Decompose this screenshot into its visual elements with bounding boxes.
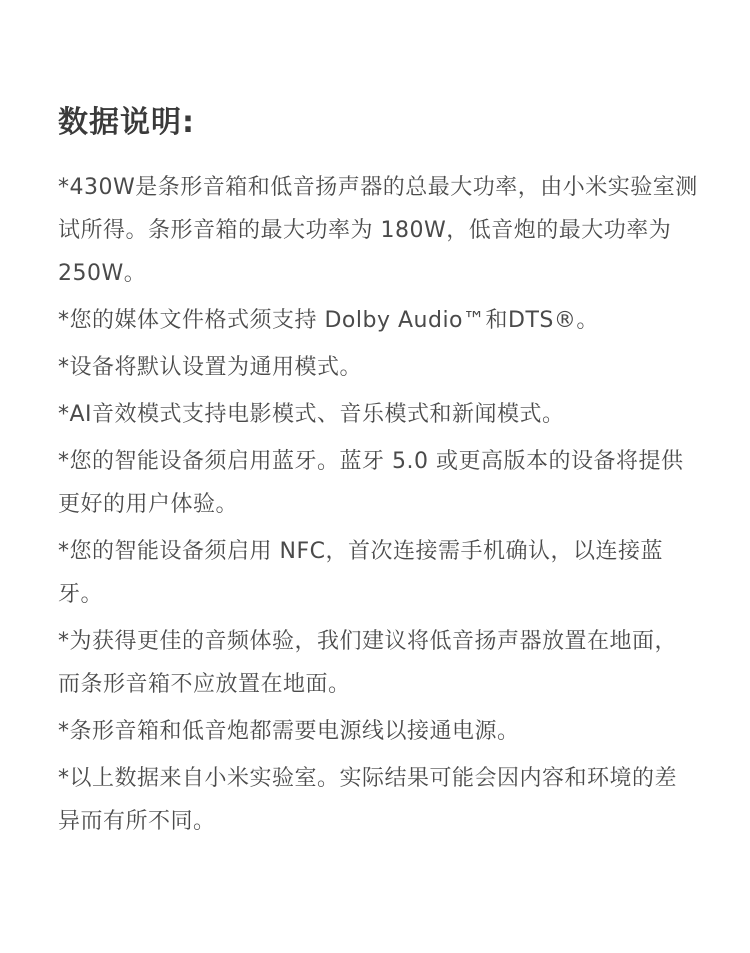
note-item: *AI音效模式支持电影模式、音乐模式和新闻模式。: [58, 402, 565, 427]
note-item: *您的智能设备须启用蓝牙。蓝牙 5.0 或更高版本的设备将提供更好的用户体验。: [58, 449, 684, 517]
note-item: *您的媒体文件格式须支持 Dolby Audio™和DTS®。: [58, 308, 599, 333]
data-description-section: [58, 98, 698, 847]
section-title: 数据说明:: [58, 105, 195, 140]
note-item: *设备将默认设置为通用模式。: [58, 355, 363, 380]
notes-list: [58, 166, 698, 843]
note-item: *430W是条形音箱和低音扬声器的总最大功率，由小米实验室测试所得。条形音箱的最大功率为 180W，低音炮的最大功率为 250W。: [58, 175, 698, 286]
note-item: *您的智能设备须启用 NFC，首次连接需手机确认，以连接蓝牙。: [58, 539, 663, 607]
note-item: *以上数据来自小米实验室。实际结果可能会因内容和环境的差异而有所不同。: [58, 766, 678, 834]
note-item: *为获得更佳的音频体验，我们建议将低音扬声器放置在地面，而条形音箱不应放置在地面。: [58, 629, 678, 697]
note-item: *条形音箱和低音炮都需要电源线以接通电源。: [58, 719, 520, 744]
